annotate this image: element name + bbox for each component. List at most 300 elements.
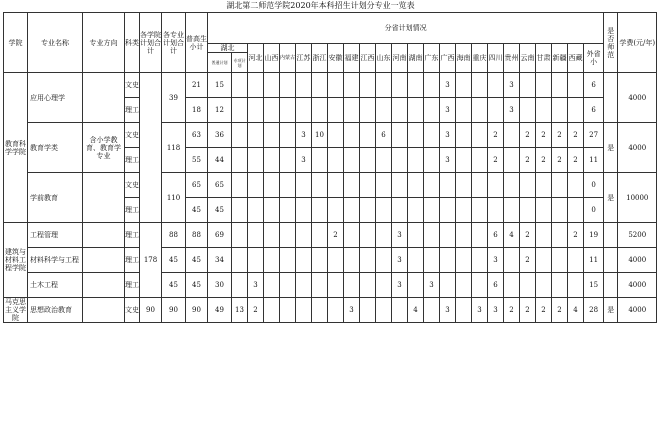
province-cell: 2: [568, 123, 584, 148]
province-cell: 3: [440, 98, 456, 123]
hubei-special-cell: [232, 98, 248, 123]
province-cell: [472, 98, 488, 123]
province-cell: [456, 123, 472, 148]
province-cell: [392, 73, 408, 98]
normal-plan-cell: 65: [186, 173, 208, 198]
province-cell: [424, 98, 440, 123]
province-cell: [312, 173, 328, 198]
header-province: 贵州: [504, 44, 520, 73]
tuition-cell: 10000: [618, 173, 657, 223]
province-cell: 2: [520, 298, 536, 323]
province-cell: 4: [504, 223, 520, 248]
college-cell: 建筑与材料工程学院: [4, 223, 28, 298]
province-cell: [296, 198, 312, 223]
province-cell: [520, 98, 536, 123]
header-province: 河南: [392, 44, 408, 73]
header-province: 山西: [264, 44, 280, 73]
province-cell: [408, 223, 424, 248]
province-cell: 2: [520, 223, 536, 248]
province-cell: [360, 273, 376, 298]
hubei-normal-cell: 36: [208, 123, 232, 148]
table-row: [4, 273, 657, 298]
province-cell: [264, 173, 280, 198]
province-cell: [520, 73, 536, 98]
province-cell: [376, 298, 392, 323]
province-cell: [424, 298, 440, 323]
province-cell: 11: [584, 148, 604, 173]
college-plan-cell: [140, 73, 162, 223]
header-province: 河北: [248, 44, 264, 73]
province-cell: [424, 73, 440, 98]
province-cell: [296, 248, 312, 273]
province-cell: [264, 98, 280, 123]
normal-plan-cell: 90: [186, 298, 208, 323]
province-cell: 3: [392, 273, 408, 298]
province-cell: [264, 198, 280, 223]
normal-plan-cell: 55: [186, 148, 208, 173]
province-cell: 3: [296, 123, 312, 148]
province-cell: [280, 273, 296, 298]
province-cell: [376, 223, 392, 248]
header-province: 甘肃: [536, 44, 552, 73]
province-cell: [456, 273, 472, 298]
province-cell: 2: [536, 123, 552, 148]
province-cell: [392, 173, 408, 198]
header-province: 安徽: [328, 44, 344, 73]
province-cell: 3: [488, 248, 504, 273]
province-cell: [280, 173, 296, 198]
province-cell: [440, 198, 456, 223]
province-cell: [424, 223, 440, 248]
college-plan-cell: 90: [140, 298, 162, 323]
header-is-normal: 是否师范: [604, 13, 618, 73]
province-cell: [344, 173, 360, 198]
direction-cell: 含小学教育、教育学专业: [83, 123, 125, 173]
province-cell: [504, 248, 520, 273]
normal-plan-cell: 21: [186, 73, 208, 98]
province-cell: [312, 223, 328, 248]
province-cell: [312, 273, 328, 298]
direction-cell: [83, 273, 125, 298]
province-cell: [392, 148, 408, 173]
category-cell: 文史: [125, 73, 140, 98]
major-cell: 教育学类: [28, 123, 83, 173]
direction-cell: [83, 298, 125, 323]
province-cell: [472, 248, 488, 273]
province-cell: 3: [248, 273, 264, 298]
province-cell: [424, 148, 440, 173]
table-row: [4, 173, 657, 198]
province-cell: 6: [584, 73, 604, 98]
tuition-cell: 4000: [618, 123, 657, 173]
province-cell: 4: [568, 298, 584, 323]
province-cell: 11: [584, 248, 604, 273]
province-cell: 3: [504, 98, 520, 123]
province-cell: [280, 248, 296, 273]
province-cell: [456, 223, 472, 248]
header-hubei: 湖北: [208, 44, 248, 53]
hubei-special-cell: 13: [232, 298, 248, 323]
category-cell: 文史: [125, 123, 140, 148]
province-cell: [424, 173, 440, 198]
province-cell: [392, 298, 408, 323]
province-cell: [344, 73, 360, 98]
province-cell: [280, 73, 296, 98]
province-cell: [568, 273, 584, 298]
province-cell: [328, 198, 344, 223]
province-cell: [488, 73, 504, 98]
province-cell: 2: [520, 248, 536, 273]
table-row: [4, 248, 657, 273]
province-cell: 3: [344, 298, 360, 323]
province-cell: [360, 148, 376, 173]
province-cell: [456, 298, 472, 323]
province-cell: [424, 123, 440, 148]
province-cell: [376, 73, 392, 98]
header-major: 专业名称: [28, 13, 83, 73]
hubei-normal-cell: 69: [208, 223, 232, 248]
category-cell: 理工: [125, 148, 140, 173]
province-cell: [312, 98, 328, 123]
province-cell: [552, 273, 568, 298]
major-plan-cell: 45: [162, 273, 186, 298]
province-cell: [408, 273, 424, 298]
province-cell: [264, 248, 280, 273]
province-cell: [376, 173, 392, 198]
table-row: [4, 123, 657, 148]
province-cell: [328, 98, 344, 123]
province-cell: [296, 273, 312, 298]
province-cell: [568, 73, 584, 98]
province-cell: [376, 248, 392, 273]
province-cell: [536, 73, 552, 98]
province-cell: [312, 248, 328, 273]
province-cell: [504, 173, 520, 198]
header-province: 西藏: [568, 44, 584, 73]
province-cell: [328, 148, 344, 173]
province-cell: 2: [552, 298, 568, 323]
province-cell: [296, 298, 312, 323]
province-cell: [360, 173, 376, 198]
major-cell: 工程管理: [28, 223, 83, 248]
header-major-plan: 各专业计划合计: [162, 13, 186, 73]
hubei-normal-cell: 15: [208, 73, 232, 98]
table-row: [4, 298, 657, 323]
header-province: 云南: [520, 44, 536, 73]
province-cell: [328, 298, 344, 323]
hubei-special-cell: [232, 148, 248, 173]
header-hubei-special: 专项计划: [232, 53, 248, 73]
province-cell: [504, 148, 520, 173]
hubei-special-cell: [232, 73, 248, 98]
province-cell: 3: [296, 148, 312, 173]
province-cell: [248, 223, 264, 248]
category-cell: 文史: [125, 298, 140, 323]
enrollment-table: [3, 12, 657, 323]
province-cell: [328, 273, 344, 298]
header-province: 四川: [488, 44, 504, 73]
province-cell: [472, 173, 488, 198]
province-cell: [248, 73, 264, 98]
province-cell: [376, 273, 392, 298]
category-cell: 文史: [125, 173, 140, 198]
page-title: 湖北第二师范学院2020年本科招生计划分专业一览表: [226, 1, 415, 10]
province-cell: [280, 298, 296, 323]
hubei-special-cell: [232, 248, 248, 273]
province-cell: 3: [424, 273, 440, 298]
is-normal-cell: 是: [604, 123, 618, 173]
province-cell: [280, 148, 296, 173]
province-cell: 3: [440, 148, 456, 173]
province-cell: [440, 273, 456, 298]
province-cell: [376, 98, 392, 123]
hubei-special-cell: [232, 123, 248, 148]
province-cell: [568, 248, 584, 273]
province-cell: [568, 98, 584, 123]
province-cell: [360, 123, 376, 148]
province-cell: 3: [392, 248, 408, 273]
province-cell: [536, 98, 552, 123]
header-province: 湖南: [408, 44, 424, 73]
header-tuition: 学费(元/年): [618, 13, 657, 73]
province-cell: [424, 248, 440, 273]
province-cell: [360, 73, 376, 98]
province-cell: [312, 198, 328, 223]
province-cell: 2: [504, 298, 520, 323]
province-cell: 3: [488, 298, 504, 323]
province-cell: [536, 223, 552, 248]
major-plan-cell: 88: [162, 223, 186, 248]
province-cell: [280, 98, 296, 123]
major-cell: 学前教育: [28, 173, 83, 223]
major-plan-cell: 45: [162, 248, 186, 273]
province-cell: [248, 198, 264, 223]
province-cell: [312, 148, 328, 173]
province-cell: [552, 223, 568, 248]
province-cell: 2: [552, 123, 568, 148]
province-cell: [312, 73, 328, 98]
province-cell: [280, 223, 296, 248]
province-cell: [552, 98, 568, 123]
header-provinces-group: 分省计划情况: [208, 13, 604, 44]
province-cell: [376, 148, 392, 173]
category-cell: 理工: [125, 223, 140, 248]
major-plan-cell: 90: [162, 298, 186, 323]
major-cell: 土木工程: [28, 273, 83, 298]
is-normal-cell: 是: [604, 173, 618, 223]
province-cell: 3: [392, 223, 408, 248]
hubei-normal-cell: 44: [208, 148, 232, 173]
normal-plan-cell: 88: [186, 223, 208, 248]
hubei-special-cell: [232, 223, 248, 248]
province-cell: [264, 223, 280, 248]
header-province: 福建: [344, 44, 360, 73]
province-cell: [392, 123, 408, 148]
province-cell: 6: [488, 223, 504, 248]
is-normal-cell: [604, 273, 618, 298]
hubei-normal-cell: 45: [208, 198, 232, 223]
province-cell: [328, 248, 344, 273]
province-cell: 6: [488, 273, 504, 298]
province-cell: [248, 173, 264, 198]
direction-cell: [83, 248, 125, 273]
province-cell: [472, 273, 488, 298]
province-cell: [552, 248, 568, 273]
province-cell: [360, 98, 376, 123]
province-cell: 2: [520, 123, 536, 148]
province-cell: [408, 123, 424, 148]
province-cell: [248, 248, 264, 273]
header-province: 江西: [360, 44, 376, 73]
province-cell: 2: [488, 148, 504, 173]
province-cell: [248, 148, 264, 173]
header-province: 广西: [440, 44, 456, 73]
province-cell: [424, 198, 440, 223]
province-cell: 2: [536, 148, 552, 173]
province-cell: [408, 248, 424, 273]
province-cell: [504, 198, 520, 223]
province-cell: [408, 198, 424, 223]
header-province: 海南: [456, 44, 472, 73]
province-cell: [264, 273, 280, 298]
province-cell: [456, 198, 472, 223]
province-cell: [248, 123, 264, 148]
province-cell: 2: [552, 148, 568, 173]
province-cell: [520, 198, 536, 223]
province-cell: 28: [584, 298, 604, 323]
province-cell: [248, 98, 264, 123]
table-row: [4, 73, 657, 98]
normal-plan-cell: 45: [186, 198, 208, 223]
province-cell: [328, 123, 344, 148]
header-province: 内蒙古: [280, 44, 296, 73]
province-cell: [328, 173, 344, 198]
province-cell: [296, 73, 312, 98]
province-cell: [392, 198, 408, 223]
province-cell: [536, 273, 552, 298]
header-province: 浙江: [312, 44, 328, 73]
province-cell: 6: [584, 98, 604, 123]
province-cell: [456, 148, 472, 173]
province-cell: [296, 223, 312, 248]
province-cell: [312, 298, 328, 323]
normal-plan-cell: 18: [186, 98, 208, 123]
is-normal-cell: [604, 73, 618, 123]
header-direction: 专业方向: [83, 13, 125, 73]
province-cell: [440, 173, 456, 198]
province-cell: 3: [440, 123, 456, 148]
header-hubei-normal: 普通计划: [208, 53, 232, 73]
province-cell: [408, 148, 424, 173]
province-cell: 27: [584, 123, 604, 148]
province-cell: [376, 198, 392, 223]
is-normal-cell: [604, 248, 618, 273]
province-cell: [264, 123, 280, 148]
header-province: 广东: [424, 44, 440, 73]
province-cell: [344, 123, 360, 148]
header-province: 重庆: [472, 44, 488, 73]
province-cell: 6: [376, 123, 392, 148]
province-cell: [456, 248, 472, 273]
province-cell: [472, 223, 488, 248]
header-province: 新疆: [552, 44, 568, 73]
province-cell: [440, 248, 456, 273]
direction-cell: [83, 223, 125, 248]
hubei-special-cell: [232, 198, 248, 223]
province-cell: [344, 98, 360, 123]
province-cell: [472, 148, 488, 173]
province-cell: [280, 123, 296, 148]
tuition-cell: 4000: [618, 298, 657, 323]
province-cell: [344, 248, 360, 273]
province-cell: [344, 273, 360, 298]
direction-cell: [83, 173, 125, 223]
major-cell: 思想政治教育: [28, 298, 83, 323]
province-cell: [520, 273, 536, 298]
province-cell: [552, 173, 568, 198]
province-cell: [552, 73, 568, 98]
college-cell: 马克思主义学院: [5, 298, 26, 322]
major-plan-cell: 110: [162, 173, 186, 223]
province-cell: [456, 73, 472, 98]
category-cell: 理工: [125, 273, 140, 298]
province-cell: [552, 198, 568, 223]
is-normal-cell: [604, 223, 618, 248]
header-province: 江苏: [296, 44, 312, 73]
province-cell: 3: [504, 73, 520, 98]
college-cell: 教育科学学院: [4, 73, 28, 223]
province-cell: 3: [440, 73, 456, 98]
table-row: [4, 223, 657, 248]
province-cell: [520, 173, 536, 198]
major-cell: 材料科学与工程: [28, 248, 83, 273]
province-cell: 2: [328, 223, 344, 248]
province-cell: 2: [568, 223, 584, 248]
province-cell: [296, 173, 312, 198]
province-cell: [536, 198, 552, 223]
province-cell: 0: [584, 173, 604, 198]
hubei-normal-cell: 65: [208, 173, 232, 198]
header-normal-plan: 普高生小计: [186, 13, 208, 73]
province-cell: [408, 98, 424, 123]
tuition-cell: 5200: [618, 223, 657, 248]
province-cell: [344, 148, 360, 173]
direction-cell: [83, 73, 125, 123]
province-cell: [536, 173, 552, 198]
province-cell: 2: [568, 148, 584, 173]
province-cell: [296, 98, 312, 123]
province-cell: [408, 73, 424, 98]
province-cell: [472, 198, 488, 223]
tuition-cell: 4000: [618, 248, 657, 273]
hubei-normal-cell: 49: [208, 298, 232, 323]
province-cell: [536, 248, 552, 273]
header-college: 学院: [4, 13, 28, 73]
province-cell: [504, 123, 520, 148]
province-cell: [344, 198, 360, 223]
normal-plan-cell: 45: [186, 273, 208, 298]
province-cell: [408, 173, 424, 198]
province-cell: 2: [520, 148, 536, 173]
province-cell: 15: [584, 273, 604, 298]
header-category: 科类: [125, 13, 140, 73]
province-cell: [360, 198, 376, 223]
hubei-normal-cell: 12: [208, 98, 232, 123]
province-cell: [392, 98, 408, 123]
college-plan-cell: 178: [140, 223, 162, 298]
tuition-cell: 4000: [618, 73, 657, 123]
province-cell: 3: [472, 298, 488, 323]
